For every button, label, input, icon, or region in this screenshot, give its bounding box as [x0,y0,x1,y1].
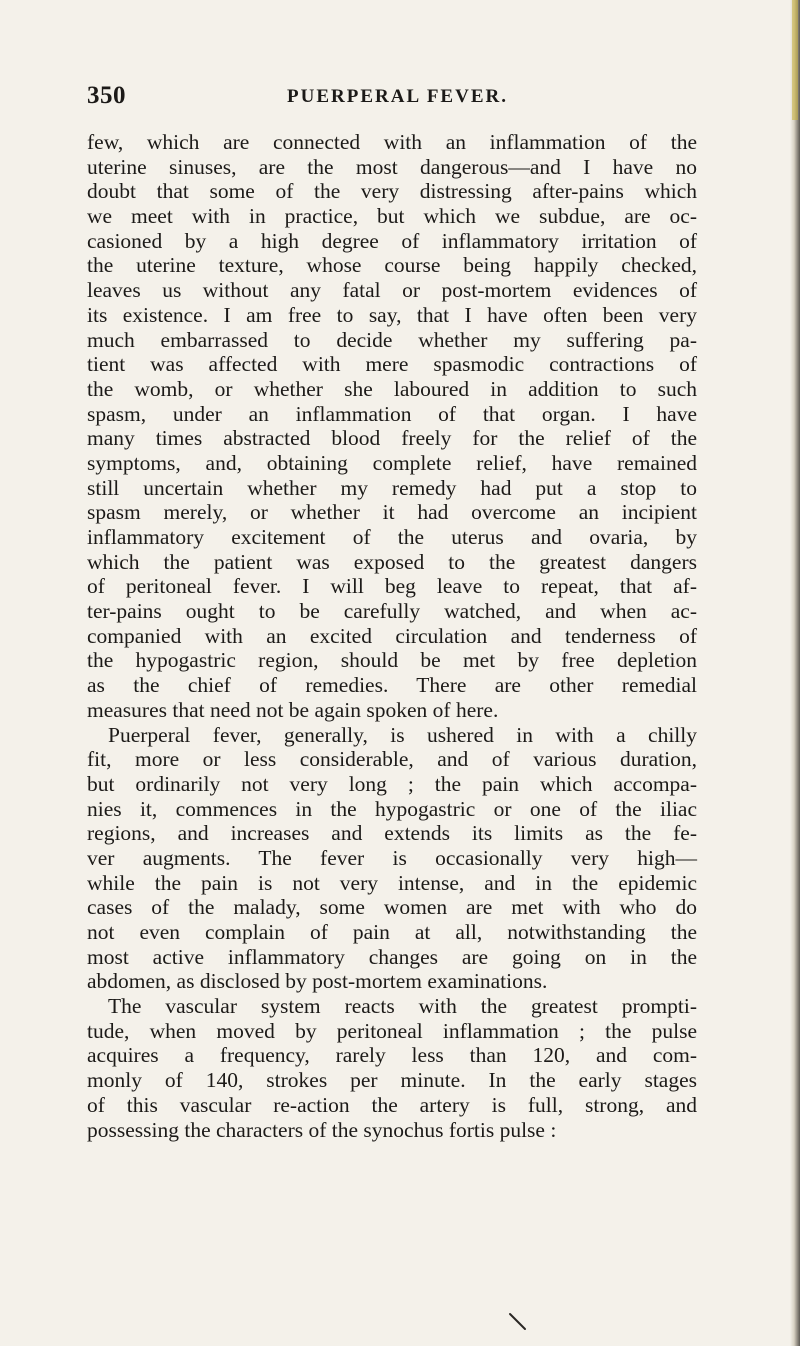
text-line: tude, when moved by peritoneal inflammation ; the pulse [87,1018,697,1043]
text-line: doubt that some of the very distressing after-pains which [87,179,697,204]
text-line: not even complain of pain at all, notwithstanding the [87,920,697,944]
text-line: Puerperal fever, generally, is ushered in with a chilly [108,722,697,747]
body-text [87,130,697,1142]
text-line: fit, more or less considerable, and of various duration, [87,747,697,772]
catchword-mark-icon [508,1312,528,1332]
text-line: few, which are connected with an inflammation of the [87,130,697,154]
text-line: measures that need not be again spoken of here. [87,697,499,722]
page-header [87,82,697,112]
text-line: its existence. I am free to say, that I have often been very [87,302,697,327]
text-line: of peritoneal fever. I will beg leave to repeat, that af- [87,574,697,599]
text-line: the womb, or whether she laboured in addition to such [87,376,697,401]
page-edge-tab [792,0,798,120]
text-line: still uncertain whether my remedy had put a stop to [87,475,697,500]
text-line: monly of 140, strokes per minute. In the early stages [87,1068,697,1093]
text-line: companied with an excited circulation and tenderness of [87,623,697,648]
text-line: inflammatory excitement of the uterus and ovaria, by [87,525,697,549]
text-line: many times abstracted blood freely for the relief of the [87,426,697,451]
text-line: tient was affected with mere spasmodic contractions of [87,352,697,377]
text-line: of this vascular re-action the artery is full, strong, and [87,1092,697,1117]
text-line: the hypogastric region, should be met by free depletion [87,648,697,673]
text-line: nies it, commences in the hypogastric or one of the iliac [87,796,697,821]
text-line: acquires a frequency, rarely less than 120, and com- [87,1043,697,1068]
text-line: we meet with in practice, but which we subdue, are oc- [87,204,697,229]
text-line: spasm merely, or whether it had overcome an incipient [87,500,697,525]
page-number: 350 [87,82,126,109]
text-line: ter-pains ought to be carefully watched, and when ac- [87,599,697,624]
text-line: most active inflammatory changes are going on in the [87,944,697,969]
text-line: which the patient was exposed to the greatest dangers [87,549,697,574]
text-line: but ordinarily not very long ; the pain which accompa- [87,771,697,796]
text-line: the uterine texture, whose course being happily checked, [87,253,697,278]
text-line: symptoms, and, obtaining complete relief, have remained [87,450,697,475]
text-line: cases of the malady, some women are met with who do [87,895,697,920]
running-head: PUERPERAL FEVER. [287,86,508,107]
text-line: spasm, under an inflammation of that organ. I have [87,401,697,426]
text-line: much embarrassed to decide whether my suffering pa- [87,327,697,352]
text-line: abdomen, as disclosed by post-mortem examinations. [87,969,548,994]
text-line: regions, and increases and extends its limits as the fe- [87,821,697,846]
text-line: while the pain is not very intense, and in the epidemic [87,870,697,895]
text-line: The vascular system reacts with the greatest prompti- [108,994,697,1019]
text-line: possessing the characters of the synochus fortis pulse : [87,1117,557,1142]
text-line: leaves us without any fatal or post-mortem evidences of [87,278,697,303]
page-edge-shadow [790,0,800,1346]
text-line: as the chief of remedies. There are other remedial [87,673,697,698]
text-line: ver augments. The fever is occasionally very high— [87,845,697,870]
text-line: casioned by a high degree of inflammatory irritation of [87,228,697,253]
text-line: uterine sinuses, are the most dangerous—and I have no [87,154,697,179]
